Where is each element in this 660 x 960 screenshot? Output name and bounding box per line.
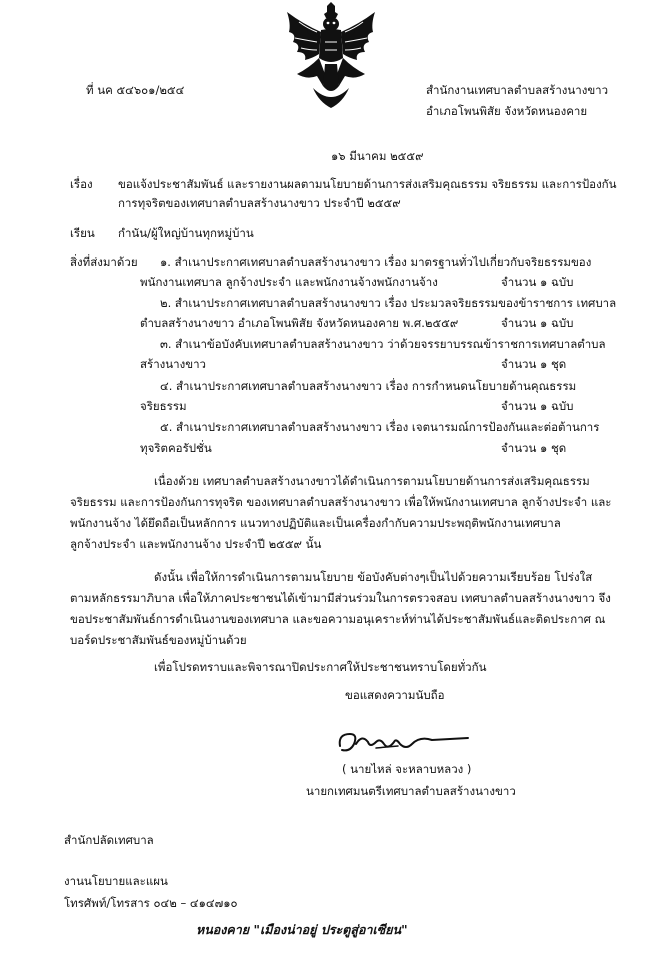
enclosure-item-2-line-2: ตำบลสร้างนางขาว อำเภอโพนพิสัย จังหวัดหนองคาย พ.ศ.๒๕๕๙: [140, 316, 459, 330]
enclosure-item-1-line-2: พนักงานเทศบาล ลูกจ้างประจำ และพนักงานจ้างพนักงานจ้าง: [140, 275, 438, 289]
closing-salutation: ขอแสดงความนับถือ: [345, 688, 445, 702]
letter-date: ๑๖ มีนาคม ๒๕๕๙: [331, 149, 424, 163]
body-paragraph-1-line-2: จริยธรรม และการป้องกันการทุจริต ของเทศบาลตำบลสร้างนางขาว เพื่อให้พนักงานเทศบาล ลูกจ้างประจำ และ: [70, 495, 612, 509]
enclosure-item-3-line-1: ๓. สำเนาข้อบังคับเทศบาลตำบลสร้างนางขาว ว่าด้วยจรรยาบรรณข้าราชการเทศบาลตำบล: [160, 337, 606, 351]
footer-section: งานนโยบายและแผน: [64, 874, 168, 888]
body-paragraph-1-line-4: ลูกจ้างประจำ และพนักงานจ้าง ประจำปี ๒๕๕๙ นั้น: [70, 537, 322, 551]
enclosure-item-1-line-1: ๑. สำเนาประกาศเทศบาลตำบลสร้างนางขาว เรื่อง มาตรฐานทั่วไปเกี่ยวกับจริยธรรมของ: [160, 255, 592, 269]
body-paragraph-2-line-2: ตามหลักธรรมาภิบาล เพื่อให้ภาคประชาชนได้เข้ามามีส่วนร่วมในการตรวจสอบ เทศบาลตำบลสร้างนางขาว จึง: [70, 591, 611, 605]
enclosure-item-3-quantity: จำนวน ๑ ชุด: [501, 357, 567, 371]
enclosure-item-1-quantity: จำนวน ๑ ฉบับ: [501, 275, 574, 289]
signatory-position: นายกเทศมนตรีเทศบาลตำบลสร้างนางขาว: [306, 784, 516, 798]
body-paragraph-1-line-3: พนักงานจ้าง ได้ยึดถือเป็นหลักการ แนวทางปฏิบัติและเป็นเครื่องกำกับความประพฤติพนักงานเทศบาล: [70, 516, 561, 530]
body-paragraph-2-line-3: ขอประชาสัมพันธ์การดำเนินงานของเทศบาล และขอความอนุเคราะห์ท่านได้ประชาสัมพันธ์และติดประกาศ ณ: [70, 612, 606, 626]
subject-label: เรื่อง: [70, 177, 93, 191]
issuing-office: สำนักงานเทศบาลตำบลสร้างนางขาว: [426, 83, 609, 97]
footer-slogan: หนองคาย "เมืองน่าอยู่ ประตูสู่อาเซียน": [196, 922, 408, 937]
body-paragraph-3: เพื่อโปรดทราบและพิจารณาปิดประกาศให้ประชาชนทราบโดยทั่วกัน: [154, 660, 487, 674]
enclosure-item-5-line-2: ทุจริตคอรัปชั่น: [140, 441, 212, 455]
issuing-district: อำเภอโพนพิสัย จังหวัดหนองคาย: [426, 104, 588, 118]
signatory-name: ( นายไหล่ จะหลาบหลวง ): [342, 762, 472, 776]
enclosure-item-3-line-2: สร้างนางขาว: [140, 357, 206, 371]
garuda-emblem-icon: [283, 2, 379, 110]
subject-line-2: การทุจริตของเทศบาลตำบลสร้างนางขาว ประจำปี ๒๕๕๙: [118, 196, 401, 210]
signature-icon: [336, 720, 472, 760]
enclosure-item-2-quantity: จำนวน ๑ ฉบับ: [501, 316, 574, 330]
enclosure-item-2-line-1: ๒. สำเนาประกาศเทศบาลตำบลสร้างนางขาว เรื่อง ประมวลจริยธรรมของข้าราชการ เทศบาล: [160, 296, 617, 310]
footer-office: สำนักปลัดเทศบาล: [64, 833, 154, 847]
enclosure-item-4-line-1: ๔. สำเนาประกาศเทศบาลตำบลสร้างนางขาว เรื่อง การกำหนดนโยบายด้านคุณธรรม: [160, 379, 577, 393]
enclosure-item-5-line-1: ๕. สำเนาประกาศเทศบาลตำบลสร้างนางขาว เรื่อง เจตนารมณ์การป้องกันและต่อต้านการ: [160, 420, 600, 434]
subject-line-1: ขอแจ้งประชาสัมพันธ์ และรายงานผลตามนโยบายด้านการส่งเสริมคุณธรรม จริยธรรม และการป้องกัน: [118, 177, 617, 191]
recipient-label: เรียน: [70, 226, 95, 240]
body-paragraph-1-line-1: เนื่องด้วย เทศบาลตำบลสร้างนางขาวได้ดำเนินการตามนโยบายด้านการส่งเสริมคุณธรรม: [154, 474, 590, 488]
body-paragraph-2-line-1: ดังนั้น เพื่อให้การดำเนินการตามนโยบาย ข้อบังคับต่างๆเป็นไปด้วยความเรียบร้อย โปร่งใส: [154, 570, 593, 584]
footer-phone: โทรศัพท์/โทรสาร ๐๔๒ – ๔๑๔๗๑๐: [64, 896, 238, 910]
enclosure-item-5-quantity: จำนวน ๑ ชุด: [501, 441, 567, 455]
enclosures-label: สิ่งที่ส่งมาด้วย: [70, 255, 138, 269]
reference-number: ที่ นค ๕๔๖๐๑/๒๕๔: [86, 83, 185, 97]
recipient: กำนัน/ผู้ใหญ่บ้านทุกหมู่บ้าน: [118, 226, 254, 240]
enclosure-item-4-line-2: จริยธรรม: [140, 399, 187, 413]
enclosure-item-4-quantity: จำนวน ๑ ฉบับ: [501, 399, 574, 413]
body-paragraph-2-line-4: บอร์ดประชาสัมพันธ์ของหมู่บ้านด้วย: [70, 633, 247, 647]
